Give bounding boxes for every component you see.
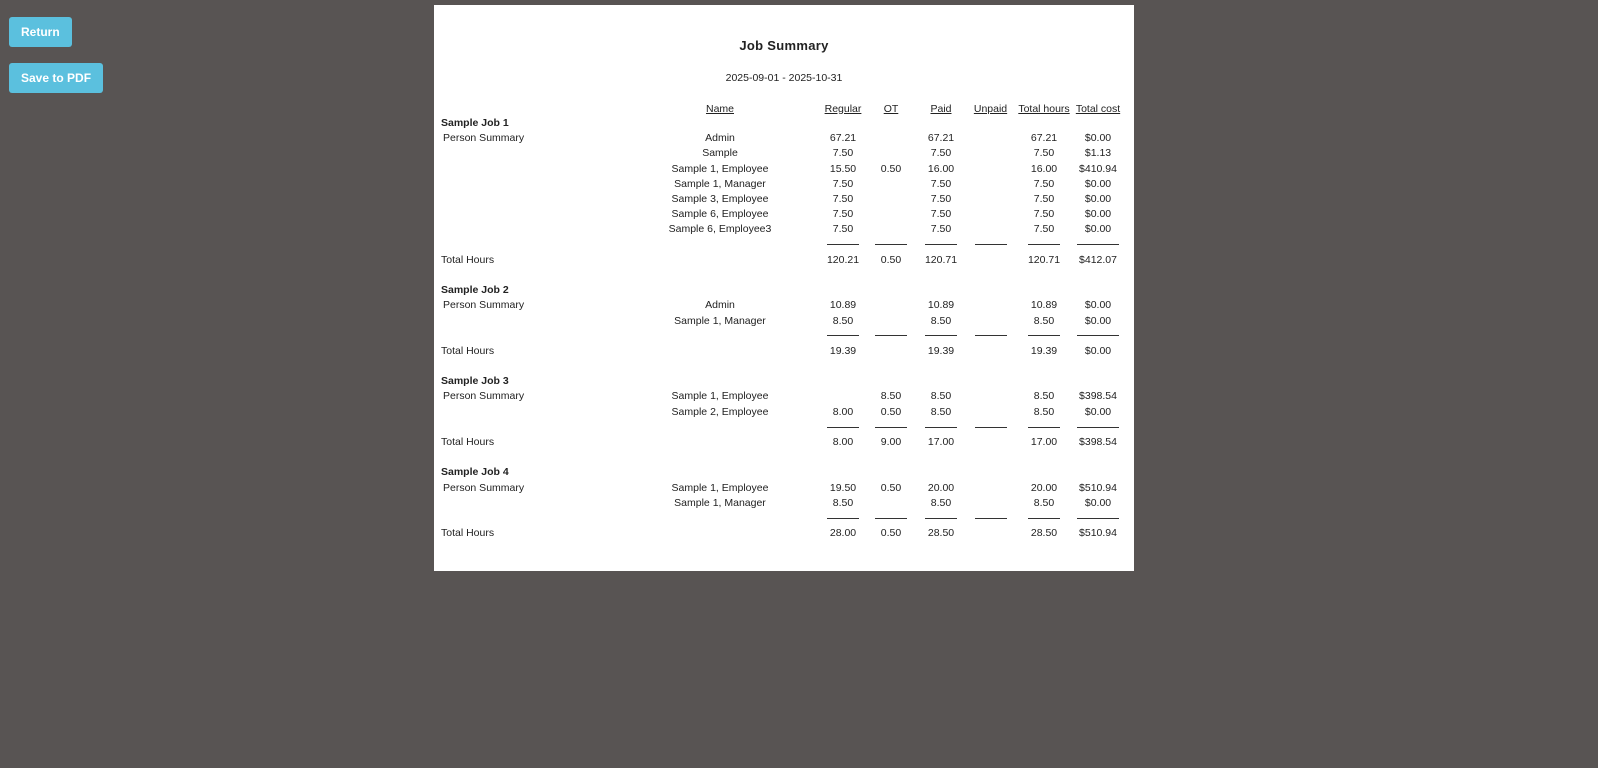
cell: [866, 313, 916, 328]
cell: [966, 131, 1015, 146]
total-label: Total Hours: [441, 253, 495, 266]
cell: 16.00: [1030, 162, 1058, 175]
divider: [1015, 420, 1073, 435]
row-label: [441, 405, 620, 420]
cell: [620, 238, 820, 253]
cell: 120.71: [924, 253, 958, 266]
person-row: [441, 162, 1123, 177]
cell: 10.89: [829, 299, 857, 312]
cell: 8.00: [832, 436, 854, 449]
row-label: [441, 146, 620, 161]
divider: [966, 511, 1015, 526]
cell: 10.89: [1030, 299, 1058, 312]
cell: [1015, 283, 1073, 298]
divider: [916, 329, 966, 344]
person-row: [441, 146, 1123, 161]
cell: [441, 329, 620, 344]
divider: [866, 238, 916, 253]
cell: 7.50: [832, 193, 854, 206]
row-label: Person Summary: [443, 390, 525, 403]
cell: 7.50: [832, 147, 854, 160]
cell: Sample 6, Employee: [671, 208, 769, 221]
cell: $1.13: [1084, 147, 1112, 160]
cell: Sample: [702, 147, 738, 160]
row-label: Person Summary: [443, 481, 525, 494]
spacer-row: [441, 359, 1123, 374]
cell: [866, 298, 916, 313]
cell: [1015, 116, 1073, 131]
cell: [620, 465, 820, 480]
divider: [1073, 329, 1123, 344]
save-to-pdf-button[interactable]: Save to PDF: [9, 63, 103, 93]
cell: [620, 420, 820, 435]
divider: [1015, 238, 1073, 253]
total-row: [441, 435, 1123, 450]
cell: [966, 177, 1015, 192]
cell: 8.50: [930, 390, 952, 403]
spacer-row: [441, 450, 1123, 465]
divider-line: [875, 427, 907, 428]
cell: [866, 374, 916, 389]
cell: [620, 511, 820, 526]
cell: 7.50: [1033, 193, 1055, 206]
cell: [620, 253, 820, 268]
divider-line: [827, 427, 859, 428]
cell: [916, 283, 966, 298]
cell: [916, 465, 966, 480]
job-name: Sample Job 1: [441, 117, 509, 130]
cell: Sample 3, Employee: [671, 193, 769, 206]
row-label: [441, 207, 620, 222]
person-row: [441, 207, 1123, 222]
cell: $0.00: [1084, 496, 1112, 509]
cell: 7.50: [1033, 147, 1055, 160]
cell: $412.07: [1079, 253, 1117, 266]
divider-line: [1077, 427, 1119, 428]
divider: [1073, 238, 1123, 253]
person-row: [441, 405, 1123, 420]
cell: [441, 238, 620, 253]
cell: 8.50: [1033, 314, 1055, 327]
person-row: [441, 192, 1123, 207]
cell: [620, 344, 820, 359]
cell: 16.00: [927, 162, 955, 175]
divider-line: [925, 427, 957, 428]
divider-row: [441, 511, 1123, 526]
cell: Sample 2, Employee: [671, 405, 769, 418]
person-row: [441, 298, 1123, 313]
total-label: Total Hours: [441, 436, 495, 449]
cell: 15.50: [829, 162, 857, 175]
cell: 120.21: [826, 253, 860, 266]
divider-row: [441, 420, 1123, 435]
cell: [1073, 465, 1123, 480]
divider: [866, 511, 916, 526]
cell: [966, 465, 1015, 480]
divider: [1073, 420, 1123, 435]
cell: 7.50: [1033, 208, 1055, 221]
total-row: [441, 253, 1123, 268]
cell: $398.54: [1079, 390, 1117, 403]
cell: 7.50: [832, 177, 854, 190]
person-row: [441, 481, 1123, 496]
cell: 19.39: [829, 344, 857, 357]
cell: 20.00: [927, 481, 955, 494]
cell: [866, 177, 916, 192]
cell: [966, 283, 1015, 298]
cell: [966, 222, 1015, 237]
cell: [441, 511, 620, 526]
cell: [966, 526, 1015, 541]
cell: 7.50: [930, 193, 952, 206]
divider-line: [827, 518, 859, 519]
cell: 7.50: [930, 147, 952, 160]
cell: [966, 435, 1015, 450]
total-label: Total Hours: [441, 344, 495, 357]
cell: 0.50: [880, 527, 902, 540]
cell: 20.00: [1030, 481, 1058, 494]
job-summary-table: [441, 101, 1123, 541]
divider-line: [975, 518, 1007, 519]
cell: [966, 162, 1015, 177]
cell: 8.50: [1033, 496, 1055, 509]
cell: 8.50: [930, 314, 952, 327]
row-label: [441, 313, 620, 328]
cell: $0.00: [1084, 223, 1112, 236]
divider: [916, 238, 966, 253]
header-row: [441, 101, 1123, 116]
divider: [866, 420, 916, 435]
cell: 67.21: [1030, 132, 1058, 145]
total-label: Total Hours: [441, 527, 495, 540]
cell: Sample 1, Manager: [674, 177, 766, 190]
cell: [620, 283, 820, 298]
cell: [820, 465, 866, 480]
person-row: [441, 313, 1123, 328]
cell: 19.39: [927, 344, 955, 357]
cell: [620, 435, 820, 450]
cell: 28.50: [1030, 527, 1058, 540]
total-row: [441, 344, 1123, 359]
divider-line: [925, 244, 957, 245]
person-row: [441, 496, 1123, 511]
cell: [866, 465, 916, 480]
column-header: Unpaid: [973, 102, 1008, 115]
divider-row: [441, 238, 1123, 253]
cell: [966, 313, 1015, 328]
divider: [1073, 511, 1123, 526]
cell: 19.39: [1030, 344, 1058, 357]
divider-line: [975, 335, 1007, 336]
cell: [966, 496, 1015, 511]
cell: 28.00: [829, 527, 857, 540]
cell: Sample 1, Employee: [671, 390, 769, 403]
cell: [620, 116, 820, 131]
job-name: Sample Job 4: [441, 466, 509, 479]
cell: Admin: [705, 299, 735, 312]
cell: [1073, 283, 1123, 298]
cell: 8.50: [1033, 405, 1055, 418]
cell: Sample 1, Manager: [674, 314, 766, 327]
cell: 8.50: [1033, 390, 1055, 403]
cell: $0.00: [1084, 132, 1112, 145]
cell: 7.50: [930, 223, 952, 236]
row-label: [441, 192, 620, 207]
cell: 17.00: [1030, 436, 1058, 449]
cell: [820, 283, 866, 298]
report-page: [434, 5, 1134, 571]
cell: [866, 207, 916, 222]
person-row: [441, 131, 1123, 146]
column-header: Total cost: [1075, 102, 1121, 115]
cell: 7.50: [930, 177, 952, 190]
person-row: [441, 389, 1123, 404]
divider: [1015, 511, 1073, 526]
divider-line: [1028, 335, 1060, 336]
cell: [620, 374, 820, 389]
cell: [820, 374, 866, 389]
cell: [966, 146, 1015, 161]
cell: [866, 344, 916, 359]
cell: $510.94: [1079, 481, 1117, 494]
cell: [916, 374, 966, 389]
cell: [866, 496, 916, 511]
column-header: Paid: [930, 102, 952, 115]
divider-line: [875, 244, 907, 245]
job-header-row: [441, 374, 1123, 389]
return-button[interactable]: Return: [9, 17, 72, 47]
date-range: 2025-09-01 - 2025-10-31: [725, 72, 843, 84]
divider: [966, 420, 1015, 435]
row-label: [441, 177, 620, 192]
cell: 67.21: [927, 132, 955, 145]
cell: 19.50: [829, 481, 857, 494]
cell: 8.50: [930, 496, 952, 509]
cell: [620, 526, 820, 541]
cell: [820, 389, 866, 404]
job-header-row: [441, 283, 1123, 298]
divider-line: [1028, 518, 1060, 519]
cell: 7.50: [930, 208, 952, 221]
cell: Sample 1, Employee: [671, 481, 769, 494]
cell: 0.50: [880, 253, 902, 266]
cell: [1073, 116, 1123, 131]
divider-line: [827, 335, 859, 336]
cell: [866, 146, 916, 161]
cell: [966, 207, 1015, 222]
cell: [966, 116, 1015, 131]
cell: [441, 420, 620, 435]
row-label: Person Summary: [443, 299, 525, 312]
job-header-row: [441, 116, 1123, 131]
cell: [966, 389, 1015, 404]
divider: [1015, 329, 1073, 344]
divider-line: [975, 427, 1007, 428]
cell: $0.00: [1084, 344, 1112, 357]
row-label: [441, 496, 620, 511]
cell: 7.50: [1033, 223, 1055, 236]
cell: [966, 481, 1015, 496]
divider-line: [925, 335, 957, 336]
cell: [966, 405, 1015, 420]
cell: $0.00: [1084, 405, 1112, 418]
cell: $0.00: [1084, 177, 1112, 190]
person-row: [441, 177, 1123, 192]
cell: [966, 374, 1015, 389]
divider-line: [875, 335, 907, 336]
divider: [820, 238, 866, 253]
cell: 10.89: [927, 299, 955, 312]
divider: [966, 238, 1015, 253]
cell: $0.00: [1084, 208, 1112, 221]
cell: 17.00: [927, 436, 955, 449]
divider-line: [1028, 427, 1060, 428]
divider: [820, 420, 866, 435]
divider-line: [1077, 518, 1119, 519]
divider: [916, 420, 966, 435]
row-label: Person Summary: [443, 132, 525, 145]
column-header: OT: [883, 102, 899, 115]
column-header: Name: [705, 102, 734, 115]
cell: 7.50: [1033, 177, 1055, 190]
cell: 9.00: [880, 436, 902, 449]
cell: [866, 116, 916, 131]
cell: 28.50: [927, 527, 955, 540]
cell: [1015, 374, 1073, 389]
row-label: [441, 162, 620, 177]
spacer: [441, 450, 1123, 465]
cell: $0.00: [1084, 314, 1112, 327]
divider: [820, 329, 866, 344]
cell: [866, 283, 916, 298]
divider-line: [1077, 244, 1119, 245]
cell: Sample 1, Employee: [671, 162, 769, 175]
cell: 8.50: [930, 405, 952, 418]
cell: $398.54: [1079, 436, 1117, 449]
report-title: Job Summary: [739, 38, 829, 53]
cell: [916, 116, 966, 131]
divider-line: [1077, 335, 1119, 336]
row-label: [441, 222, 620, 237]
divider: [916, 511, 966, 526]
cell: [1015, 465, 1073, 480]
cell: 7.50: [832, 208, 854, 221]
divider-line: [875, 518, 907, 519]
spacer-row: [441, 268, 1123, 283]
cell: [866, 131, 916, 146]
cell: 0.50: [880, 162, 902, 175]
cell: 0.50: [880, 405, 902, 418]
total-row: [441, 526, 1123, 541]
cell: Sample 6, Employee3: [668, 223, 772, 236]
cell: Sample 1, Manager: [674, 496, 766, 509]
cell: 8.50: [832, 496, 854, 509]
divider-line: [1028, 244, 1060, 245]
cell: $0.00: [1084, 299, 1112, 312]
column-header: Regular: [824, 102, 862, 115]
person-row: [441, 222, 1123, 237]
cell: $410.94: [1079, 162, 1117, 175]
divider: [966, 329, 1015, 344]
divider-line: [975, 244, 1007, 245]
spacer: [441, 359, 1123, 374]
job-header-row: [441, 465, 1123, 480]
divider-line: [827, 244, 859, 245]
cell: Admin: [705, 132, 735, 145]
cell: 7.50: [832, 223, 854, 236]
cell: 0.50: [880, 481, 902, 494]
divider: [866, 329, 916, 344]
cell: 8.00: [832, 405, 854, 418]
cell: [966, 192, 1015, 207]
cell: 8.50: [832, 314, 854, 327]
cell: $0.00: [1084, 193, 1112, 206]
cell: [820, 116, 866, 131]
job-name: Sample Job 3: [441, 375, 509, 388]
cell: 67.21: [829, 132, 857, 145]
cell: [966, 298, 1015, 313]
cell: [620, 329, 820, 344]
job-name: Sample Job 2: [441, 284, 509, 297]
cell: [866, 222, 916, 237]
cell: $510.94: [1079, 527, 1117, 540]
cell: 8.50: [880, 390, 902, 403]
spacer: [441, 268, 1123, 283]
divider: [820, 511, 866, 526]
divider-line: [925, 518, 957, 519]
cell: [1073, 374, 1123, 389]
cell: 120.71: [1027, 253, 1061, 266]
cell: [866, 192, 916, 207]
column-header: Total hours: [1018, 102, 1070, 115]
divider-row: [441, 329, 1123, 344]
cell: [966, 253, 1015, 268]
cell: [966, 344, 1015, 359]
